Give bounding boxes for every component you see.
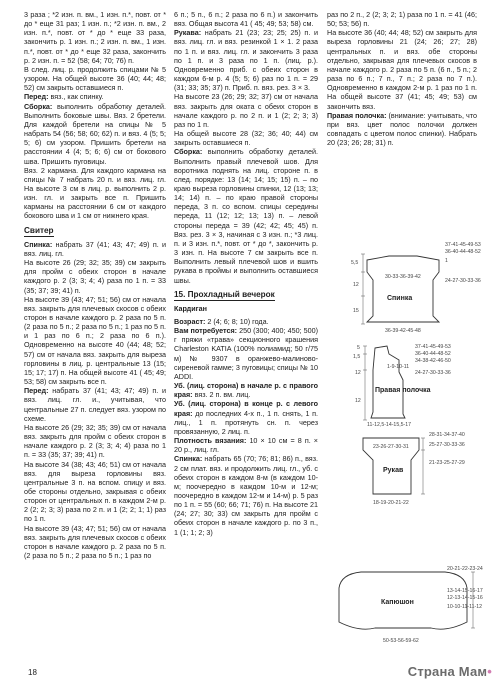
paragraph: На высоте 36 (40; 44; 48; 52) см закрыть для выреза горловины 21 (24; 26; 27; 28) центральных п. и вяз. обе стороны отдельно, закрывая для плечевых скосов в начале каждого р. 2 раза по 5 п. (6 п., 5 п.; 2 раза по 6 п.; 7 п., 7 п.; 2 раза по 7 п.). Одновременно в каждом 2-м р. 1 раз по 1 п. На общей высоте 37 (41; 45; 49; 53) см закончить вяз. (327, 28, 477, 111)
paragraph-heading: Уб. (лиц. сторона) в конце р. с левого края: (174, 399, 318, 418)
dimension-label: 1-9-10-11 (387, 364, 410, 370)
section-title-evening: 15. Прохладный вечерок (174, 290, 275, 301)
paragraph-text: 10 × 10 см = 8 п. × 20 р., лиц. гл. (174, 436, 318, 455)
paragraph: 3 раза ; *2 изн. п. вм., 1 изн. п.*, повт. от * до * еще 31 раз; 1 изн. п.; *2 изн. п. вм., 2 изн. п.*, повт. от * до * еще 33 раза, закончить р. 1 изн. п.; 2 изн. п. вм., 1 изн. п.*, повт. от * до * еще 32 раза, закончить р. 2 изн. п. = 52 (58; 64; 70; 76) п. (24, 10, 166, 65)
front-schematic (327, 340, 487, 428)
dimension-label: 36-40-44-48-52 (415, 351, 451, 357)
text-column-1 (24, 10, 166, 560)
dimension-label: 37-41-45-49-53 (445, 242, 481, 248)
dimension-label: 23-26-27-30-31 (373, 444, 409, 450)
dimension-label: 12 (353, 282, 359, 288)
paragraph-heading: Уб. (лиц. сторона) в начале р. с правого края: (174, 381, 318, 400)
dimension-label: 12 (355, 398, 361, 404)
dimension-label: 21-23-25-27-29 (429, 460, 465, 466)
pattern-diagram-back (327, 236, 487, 336)
paragraph: На высоте 34 (38; 43; 46; 51) см от начала вяз. для выреза горловины вяз. центральные 3 п. на вспом. спицу и вяз. обе стороны отдельно, закрывая с обеих сторон от центральных п. в каждом 2-м р. 2 (2; 2; 3; 3) раза по 2 п. и 1 (2; 2; 1; 1) раз по 1 п. (24, 459, 166, 524)
paragraph (174, 399, 318, 436)
paragraph-heading: Перед: (24, 92, 49, 102)
paragraph-text: вяз. 2 п. вм. лиц. (192, 390, 251, 400)
dimension-label: 12 (355, 370, 361, 376)
paragraph: На высоте 39 (43; 47; 51; 56) см от начала вяз. закрыть для плечевых скосов с обеих сторон в начале каждого р. 2 раза по 5 п. (2 раза по 5 п.; 2 раза по 5 п.; 1 раз по 5 п. и 1 раз по 6 п.; 2 раза по 6 п.). Одновременно на высоте 40 (44; 48; 52; 57) см от начала вяз. закрыть для выреза горловины в лиц. р. центральные 13 (15; 15; 17; 17) п. На общей высоте 41 ( 45; 49; 53; 58) см закрыть все п. (24, 294, 166, 387)
piece-name: Рукав (383, 467, 404, 474)
dimension-label: 5,5 (351, 260, 359, 266)
piece-name: Правая полочка (375, 387, 431, 394)
dimension-label: 50-53-56-59-62 (383, 638, 419, 644)
paragraph-heading: Возраст: (174, 317, 206, 326)
paragraph: На общей высоте 28 (32; 36; 40; 44) см закрыть оставшиеся п. (174, 129, 318, 148)
paragraph (174, 436, 318, 454)
paragraph: В след. лиц. р. продолжить спицами № 5 узором. На общей высоте 36 (40; 44; 48; 52) см закрыть оставшиеся п. (24, 64, 166, 93)
paragraph (174, 381, 318, 399)
paragraph-heading: Спинка: (24, 239, 53, 249)
paragraph: раз по 2 п., 2 (2; 3; 2; 1) раза по 1 п. = 41 (46; 50; 53; 56) п. (327, 10, 477, 29)
dimension-label: 1 (445, 258, 448, 264)
hood-schematic (327, 566, 487, 656)
piece-name: Капюшон (381, 599, 414, 606)
paragraph-text: выполнить обработку деталей. Выполнить правый плечевой шов. Для воротника поднять на лиц. стороне п. в след. порядке: 13 (14; 14; 15; 15) п. – по краю выреза горловины спинки, 12 (13; 13; 14; 14) п. – по краю правой стороны переда, 3 п. со вспом. спицы середины переда, 11 (12; 12; 13; 13) п. – левой стороны переда = 39 (42; 42; 45; 45) п. Вяз. рез. 3 × 3, начиная с 3 изн. п.; *3 лиц. п. и 3 изн. п.*, повт. от * до *, закончить р. 3 изн. п. На высоте 7 см закрыть все п. Выполнить левый плечевой шов и вшить рукава в проймы и выполнить оставшиеся швы. (174, 147, 318, 285)
paragraph-heading: Перед: (24, 386, 49, 396)
paragraph-heading: Плотность вязания: (174, 436, 247, 446)
pattern-diagram-sleeve (327, 428, 487, 512)
paragraph: На высоте 26 (29; 32; 35; 39) см закрыть для пройм с обеих сторон в начале каждого р. 2 (3; 3; 4; 4) раза по 1 п. = 33 (35; 37; 39; 41) п. (24, 258, 166, 295)
paragraph-text: вяз., как спинку. (48, 92, 104, 102)
pattern-diagram-hood (327, 566, 487, 656)
back-schematic (327, 236, 487, 336)
dimension-label: 36-40-44-48-52 (445, 249, 481, 255)
paragraph (327, 111, 477, 148)
dimension-label: 34-38-42-46-50 (415, 358, 451, 364)
paragraph-heading: Спинка: (174, 454, 203, 464)
dimension-label: 11-12,5-14-15,5-17 (367, 422, 412, 428)
watermark-dot: • (487, 664, 492, 679)
dimension-label: 37-41-45-49-53 (415, 344, 451, 350)
paragraph-text: (внимание: учитывать, что при вяз. цвет полос полочки должен совпадать с цветом полос спинки). Набрать 20 (23; 26; 28; 31) п. (327, 110, 477, 148)
paragraph-text: набрать 65 (70; 76; 81; 86) п., вяз. 2 см плат. вяз. и продолжить лиц. гл., уб. с обеих сторон в каждом 8-м (в каждом 10-м; поочередно в каждом 10-м и 12-м; поочередно в каждом 12-м и 14-м) р. 5 раз по 1 п. = 55 (60; 66; 71; 76) п. На высоте 21 (24; 27; 30; 33) см закрыть для пройм с обеих сторон в начале каждого р. по 3 п., 1 (1; 1; 2; 3) (174, 454, 318, 537)
paragraph (174, 28, 318, 92)
paragraph-heading: Вам потребуется: (174, 326, 238, 336)
page-number: 18 (28, 668, 37, 677)
sleeve-schematic (327, 428, 487, 512)
paragraph (174, 147, 318, 284)
front-outline (371, 346, 405, 418)
paragraph-text: выполнить обработку деталей. Выполнить боковые швы. Вяз. 2 бретели. Для каждой бретели на спицы № 5 набрать 54 (56; 58; 60; 62) п. и вяз. 4 (5; 5; 5; 6) см узором. Пришить бретели на расстоянии 4 (4; 5; 6; 6) см от бокового шва. Пришить пуговицы. (24, 101, 166, 166)
dimension-label: 10-10-11-11-12 (447, 604, 482, 610)
dimension-label: 5 (357, 345, 360, 351)
paragraph (24, 240, 166, 258)
paragraph (24, 386, 166, 423)
paragraph-text: набрать 37 (41; 43; 47; 49) п. и вяз. лиц. гл. и., учитывая, что центральные 27 п. следует вяз. узором по схеме. (24, 386, 166, 423)
section-title-sweater: Свитер (24, 226, 54, 237)
paragraph (24, 102, 166, 166)
dimension-label: 1,5 (353, 354, 361, 360)
paragraph-text: до последних 4-х п., 1 п. снять, 1 п. лиц., 1 п. протянуть сн. п. через провязанную, 2 лиц. п. (174, 408, 318, 436)
dimension-label: 20-21-22-23-24 (447, 566, 483, 572)
text-column-3 (327, 10, 477, 147)
dimension-label: 30-33-36-39-42 (385, 274, 421, 280)
dimension-label: 24-27-30-33-36 (445, 278, 481, 284)
dimension-label: 15 (353, 308, 359, 314)
paragraph-text: 250 (300; 400; 450; 500) г пряжи «трава» секционного крашения Charleston KATIA (100% полиамид; 50 г/75 м) № 9307 в оранжево-малиново-сиреневой гамме; 3 пуговицы; спицы № 10 ADDI. (174, 326, 318, 381)
piece-name: Спинка (387, 295, 413, 302)
subtitle-cardigan: Кардиган (174, 303, 207, 313)
paragraph-heading: Правая полочка: (327, 110, 387, 120)
paragraph: 6 п.; 5 п., 6 п.; 2 раза по 6 п.) и закончить вяз. Общая высота 41 ( 45; 49; 53; 58) см. (174, 10, 318, 29)
paragraph: Вяз. 2 кармана. Для каждого кармана на спицы № 7 набрать 20 п. и вяз. лиц. гл. На высоте 3 см в лиц. р. выполнить 2 р. изн. гл. и закрыть все п. Пришить карманы на расстоянии 6 см от каждого бокового шва и 1 см от нижнего края. (24, 165, 166, 221)
paragraph-heading: Рукава: (174, 28, 202, 38)
paragraph-heading: Сборка: (24, 101, 53, 111)
dimension-label: 28-31-34-37-40 (429, 432, 465, 438)
paragraph: На высоте 26 (29; 32; 35; 39) см от начала вяз. закрыть для пройм с обеих сторон в начале каждого р. 2 (3; 3; 4; 4) раза по 1 п. = 33 (35; 37; 39; 41) п. (24, 422, 166, 460)
paragraph (174, 317, 318, 326)
paragraph (174, 454, 318, 536)
watermark-text: Страна Мам (407, 664, 488, 679)
paragraph-text: набрать 21 (23; 23; 25; 25) п. и вяз. лиц. гл. и вяз. резинкой 1 × 1. 2 раза по 1 п. и вяз. лиц. гл. и закончить 3 раза по 1 п. и 3 раза по 1 п. (лиц. р.). Одновременно приб. с обеих сторон в каждом 6-м р. 4 (5; 5; 6) раз по 1 п. = 29 (31; 33; 35; 37) п. Приб. п. вяз. рез. 3 × 3. (174, 28, 318, 93)
dimension-label: 36-39-42-45-48 (385, 328, 421, 334)
paragraph-heading: Сборка: (174, 147, 203, 157)
paragraph: На высоте 23 (26; 29; 32; 37) см от начала вяз. закрыть для оката с обеих сторон в начале каждого р. по 2 п. и 1 (2; 2; 3; 3) раз по 1 п. (174, 92, 318, 129)
paragraph: На высоте 39 (43; 47; 51; 56) см от начала вяз. закрыть для плечевых скосов с обеих сторон в начале каждого р. 2 раза по 5 п. (2 раза по 5 п.; 2 раза по 5 п.; 1 раз по (24, 523, 166, 561)
paragraph-text: 2 (4; 6; 8; 10) года. (205, 317, 269, 326)
dimension-label: 18-19-20-21-22 (373, 500, 409, 506)
paragraph-text: набрать 37 (41; 43; 47; 49) п. и вяз. лиц. гл. (24, 239, 166, 258)
paragraph (174, 326, 318, 381)
dimension-label: 25-27-30-33-36 (429, 442, 465, 448)
dimension-label: 12-13-14-15-16 (447, 595, 483, 601)
back-outline (367, 256, 439, 322)
pattern-diagram-front (327, 340, 487, 428)
watermark-logo (408, 664, 492, 679)
text-column-2 (174, 10, 318, 537)
paragraph (24, 92, 166, 101)
dimension-label: 24-27-30-33-36 (415, 370, 451, 376)
dimension-label: 13-14-15-16-17 (447, 588, 483, 594)
